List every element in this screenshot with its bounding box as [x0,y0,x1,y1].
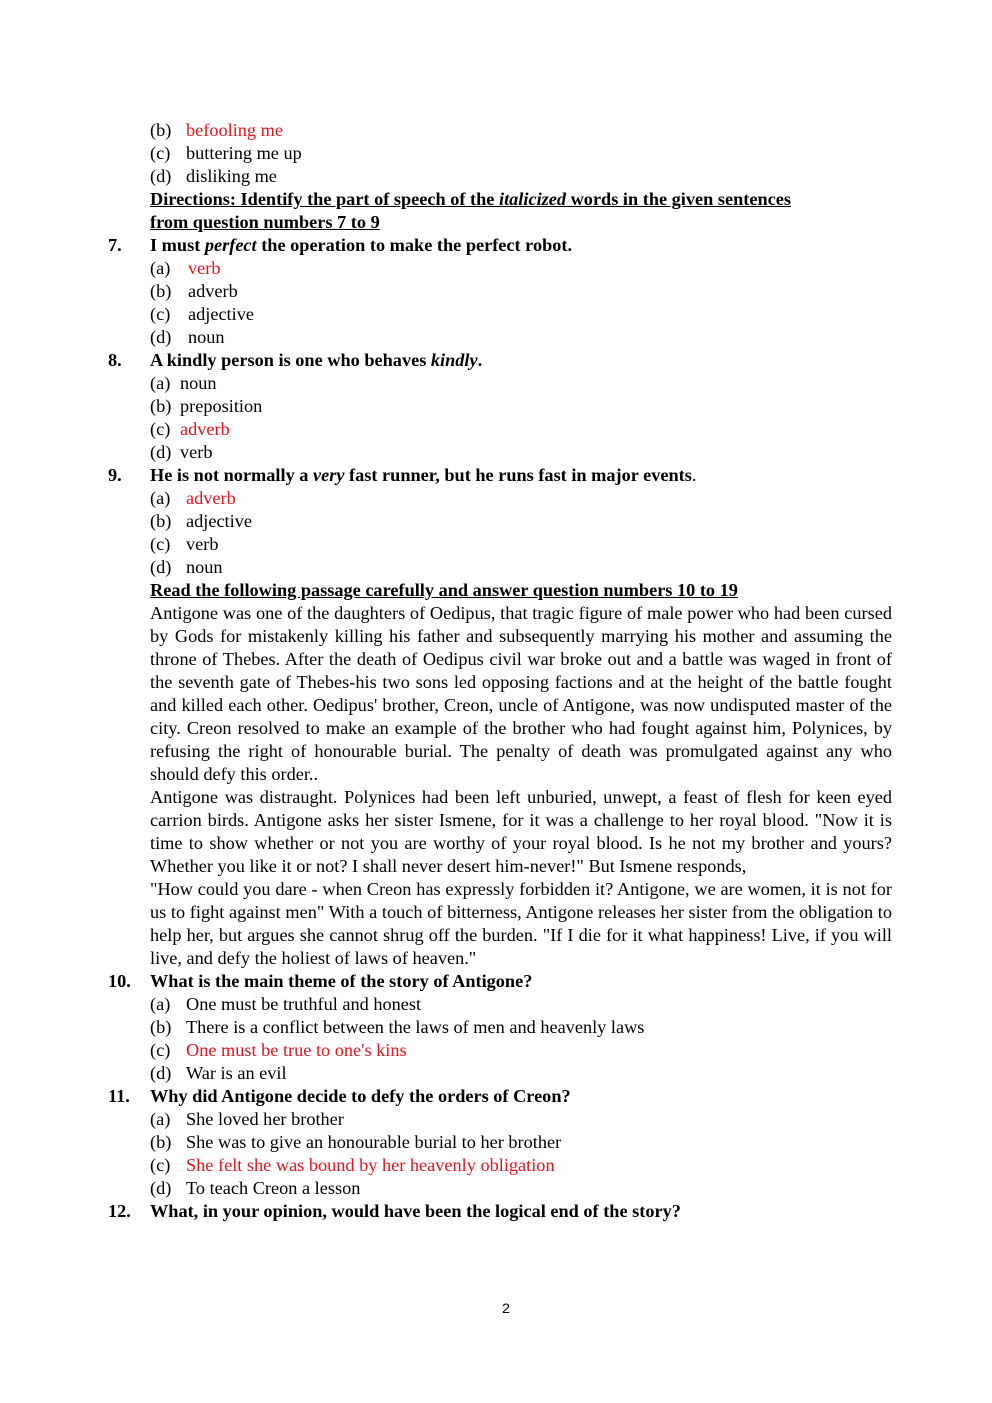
q11-option-b: (b) She was to give an honourable burial to her brother [150,1132,562,1152]
document-page [0,119,992,1223]
option-b: (b) befooling me [150,120,283,140]
question-11: 11. Why did Antigone decide to defy the orders of Creon? [108,1086,571,1106]
passage-paragraph-3: "How could you dare - when Creon has expressly forbidden it? Antigone, we are women, it is not for us to fight against men" With a touch of bitterness, Antigone releases her sister from the obligation to help her, but argues she cannot shrug off the burden. "If I die for it what happiness! Live, if you will live, and defy the holiest of laws of heaven." [150,879,892,968]
directions-line-2: from question numbers 7 to 9 [150,212,380,232]
q7-option-d: (d) noun [150,327,225,347]
q11-option-c: (c) She felt she was bound by her heavenly obligation [150,1155,555,1175]
option-c: (c) buttering me up [150,143,302,163]
page-number: 2 [502,1300,510,1316]
question-7: 7. I must perfect the operation to make the perfect robot. [108,235,573,255]
passage [150,602,892,970]
q10-option-a: (a) One must be truthful and honest [150,994,422,1014]
q8-option-d: (d) verb [150,442,213,462]
answer-text: befooling me [186,120,283,140]
question-10: 10. What is the main theme of the story of Antigone? [108,971,533,991]
q7-option-a: (a) verb [150,258,221,278]
q10-option-c: (c) One must be true to one's kins [150,1040,407,1060]
q10-option-d: (d) War is an evil [150,1063,287,1083]
q9-option-b: (b) adjective [150,511,252,531]
q8-option-c: (c) adverb [150,419,230,439]
q8-option-b: (b) preposition [150,396,263,416]
passage-paragraph-2: Antigone was distraught. Polynices had been left unburied, unwept, a feast of flesh for keen eyed carrion birds. Antigone asks her sister Ismene, for it was a challenge to her royal blood. "Now it is time to show whether or not you are worthy of your royal blood. Is he not my brother and yours? Whether you like it or not? I shall never desert him-never!" But Ismene responds, [150,787,892,876]
top-options [0,119,992,188]
passage-paragraph-1: Antigone was one of the daughters of Oedipus, that tragic figure of male power who had been cursed by Gods for mistakenly killing his father and subsequently marrying his mother and assuming the throne of Thebes. After the death of Oedipus civil war broke out and a battle was waged in front of the seventh gate of Thebes-his two sons led opposing factions and at the height of the battle fought and killed each other. Oedipus' brother, Creon, uncle of Antigone, was now undisputed master of the city. Creon resolved to make an example of the brother who had fought against him, Polynices, by refusing the right of honourable burial. The penalty of death was promulgated against any who should defy this order.. [150,603,892,784]
question-9: 9. He is not normally a very fast runner, but he runs fast in major events. [108,465,697,485]
question-12: 12. What, in your opinion, would have been the logical end of the story? [108,1201,681,1221]
question-8: 8. A kindly person is one who behaves kindly. [108,350,483,370]
q9-option-d: (d) noun [150,557,223,577]
q10-option-b: (b) There is a conflict between the laws of men and heavenly laws [150,1017,645,1037]
q7-option-c: (c) adjective [150,304,254,324]
directions-line-1: Directions: Identify the part of speech of the italicized words in the given sentences [150,189,791,209]
q7-option-b: (b) adverb [150,281,238,301]
option-d: (d) disliking me [150,166,277,186]
q11-option-d: (d) To teach Creon a lesson [150,1178,361,1198]
q9-option-a: (a) adverb [150,488,236,508]
q8-option-a: (a) noun [150,373,217,393]
q9-option-c: (c) verb [150,534,219,554]
q11-option-a: (a) She loved her brother [150,1109,344,1129]
passage-heading: Read the following passage carefully and answer question numbers 10 to 19 [150,580,738,600]
